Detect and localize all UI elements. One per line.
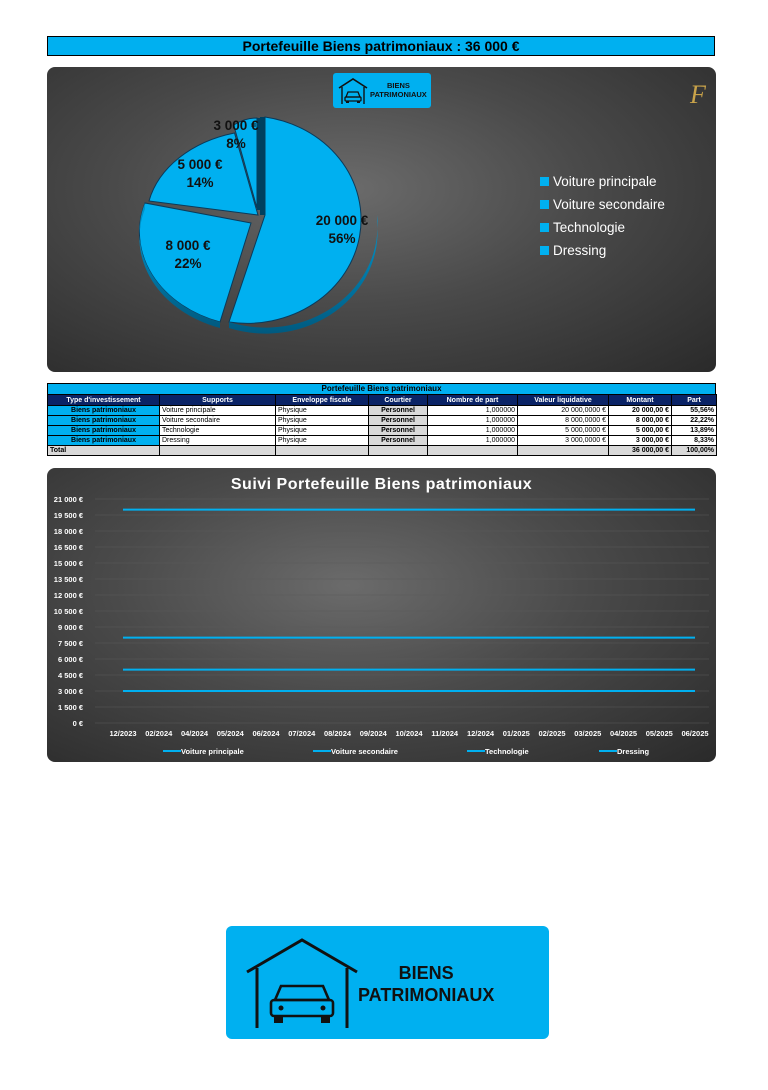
y-tick-label: 7 500 € — [57, 639, 83, 648]
y-tick-label: 1 500 € — [57, 703, 83, 712]
pie-label-voiture-secondaire-value: 8 000 € — [165, 238, 211, 253]
col-header: Valeur liquidative — [518, 395, 609, 406]
cell-courtier: Personnel — [369, 406, 428, 416]
legend-swatch — [540, 223, 549, 232]
line-chart-panel — [47, 468, 716, 762]
legend-label: Voiture secondaire — [553, 197, 665, 212]
legend-label: Voiture secondaire — [331, 747, 398, 756]
x-tick-label: 08/2024 — [323, 729, 352, 738]
logo-text-patrimoniaux: PATRIMONIAUX — [370, 89, 427, 99]
pie-chart-panel — [47, 67, 716, 372]
cell-courtier: Personnel — [369, 436, 428, 446]
table-total-row — [48, 446, 717, 456]
cell-support: Voiture principale — [160, 406, 276, 416]
cell-valeur: 8 000,0000 € — [518, 416, 609, 426]
x-tick-label: 03/2025 — [574, 729, 602, 738]
legend-swatch — [540, 246, 549, 255]
cell-valeur: 20 000,0000 € — [518, 406, 609, 416]
legend-label: Dressing — [553, 243, 607, 258]
legend-label: Voiture principale — [181, 747, 244, 756]
y-tick-label: 9 000 € — [57, 623, 83, 632]
pie-legend — [540, 170, 665, 262]
x-tick-label: 05/2025 — [645, 729, 673, 738]
pie-label-voiture-secondaire — [153, 237, 223, 273]
x-tick-label: 02/2024 — [145, 729, 173, 738]
cell-support: Voiture secondaire — [160, 416, 276, 426]
y-tick-label: 21 000 € — [53, 495, 83, 504]
table-row — [48, 406, 717, 416]
logo-text-biens: BIENS — [386, 81, 410, 90]
cell-support: Dressing — [160, 436, 276, 446]
pie-label-dressing — [201, 117, 271, 153]
page-title: Portefeuille Biens patrimoniaux : 36 000 € — [47, 36, 715, 56]
holdings-table — [47, 394, 717, 456]
pie-label-technologie-value: 5 000 € — [177, 157, 223, 172]
garage-car-large-icon — [241, 934, 363, 1034]
pie-label-voiture-principale-value: 20 000 € — [315, 213, 369, 228]
total-label: Total — [48, 446, 160, 456]
table-title: Portefeuille Biens patrimoniaux — [47, 383, 716, 394]
cell-montant: 8 000,00 € — [609, 416, 672, 426]
legend-item-voiture-secondaire — [540, 193, 665, 216]
x-tick-label: 12/2023 — [109, 729, 137, 738]
y-tick-label: 4 500 € — [57, 671, 83, 680]
total-empty — [518, 446, 609, 456]
pie-label-dressing-pct: 8% — [226, 136, 246, 151]
y-tick-label: 18 000 € — [53, 527, 83, 536]
total-part: 100,00% — [672, 446, 717, 456]
pie-label-voiture-principale-pct: 56% — [328, 231, 356, 246]
cell-type: Biens patrimoniaux — [48, 406, 160, 416]
cell-enveloppe: Physique — [276, 416, 369, 426]
pie-label-voiture-secondaire-pct: 22% — [174, 256, 202, 271]
total-empty — [369, 446, 428, 456]
cell-enveloppe: Physique — [276, 436, 369, 446]
col-header: Courtier — [369, 395, 428, 406]
legend-label: Technologie — [485, 747, 529, 756]
legend-label: Voiture principale — [553, 174, 657, 189]
biens-patrimoniaux-large-logo — [226, 926, 549, 1039]
legend-label: Dressing — [617, 747, 650, 756]
legend-item-technologie — [540, 216, 665, 239]
y-tick-label: 15 000 € — [53, 559, 83, 568]
cell-montant: 5 000,00 € — [609, 426, 672, 436]
cell-type: Biens patrimoniaux — [48, 426, 160, 436]
cell-courtier: Personnel — [369, 426, 428, 436]
legend-label: Technologie — [553, 220, 626, 235]
cell-support: Technologie — [160, 426, 276, 436]
col-header: Type d'investissement — [48, 395, 160, 406]
cell-part: 13,89% — [672, 426, 717, 436]
line-chart-title: Suivi Portefeuille Biens patrimoniaux — [230, 476, 533, 493]
table-header-row — [48, 395, 717, 406]
portfolio-table — [47, 383, 716, 456]
cell-parts: 1,000000 — [428, 426, 518, 436]
x-tick-label: 10/2024 — [395, 729, 423, 738]
legend-item-dressing — [540, 239, 665, 262]
table-row — [48, 416, 717, 426]
cell-type: Biens patrimoniaux — [48, 416, 160, 426]
cell-enveloppe: Physique — [276, 406, 369, 416]
cell-type: Biens patrimoniaux — [48, 436, 160, 446]
x-tick-label: 06/2025 — [681, 729, 709, 738]
large-logo-text-patrimoniaux: PATRIMONIAUX — [358, 985, 495, 1005]
col-header: Supports — [160, 395, 276, 406]
cell-part: 22,22% — [672, 416, 717, 426]
table-row — [48, 436, 717, 446]
x-tick-label: 12/2024 — [466, 729, 495, 738]
cell-montant: 3 000,00 € — [609, 436, 672, 446]
y-tick-label: 0 € — [72, 719, 83, 728]
cell-enveloppe: Physique — [276, 426, 369, 436]
legend-swatch — [540, 177, 549, 186]
brand-logo-mark: F — [690, 80, 706, 109]
y-tick-label: 12 000 € — [53, 591, 83, 600]
x-tick-label: 04/2025 — [609, 729, 638, 738]
total-empty — [276, 446, 369, 456]
x-tick-label: 11/2024 — [431, 729, 459, 738]
legend-item-voiture-principale — [540, 170, 665, 193]
x-tick-label: 05/2024 — [216, 729, 244, 738]
y-tick-label: 10 500 € — [53, 607, 83, 616]
col-header: Enveloppe fiscale — [276, 395, 369, 406]
cell-valeur: 5 000,0000 € — [518, 426, 609, 436]
total-montant: 36 000,00 € — [609, 446, 672, 456]
total-empty — [160, 446, 276, 456]
cell-parts: 1,000000 — [428, 436, 518, 446]
pie-label-dressing-value: 3 000 € — [213, 118, 259, 133]
x-tick-label: 09/2024 — [359, 729, 387, 738]
cell-part: 8,33% — [672, 436, 717, 446]
x-tick-label: 01/2025 — [502, 729, 530, 738]
pie-label-technologie-pct: 14% — [186, 175, 214, 190]
x-tick-label: 07/2024 — [288, 729, 316, 738]
cell-parts: 1,000000 — [428, 406, 518, 416]
col-header: Nombre de part — [428, 395, 518, 406]
y-tick-label: 3 000 € — [57, 687, 83, 696]
cell-valeur: 3 000,0000 € — [518, 436, 609, 446]
pie-label-voiture-principale — [307, 212, 377, 248]
cell-parts: 1,000000 — [428, 416, 518, 426]
y-tick-label: 13 500 € — [53, 575, 83, 584]
y-tick-label: 6 000 € — [57, 655, 83, 664]
x-tick-label: 04/2024 — [180, 729, 209, 738]
x-tick-label: 06/2024 — [252, 729, 280, 738]
y-tick-label: 16 500 € — [53, 543, 83, 552]
cell-courtier: Personnel — [369, 416, 428, 426]
pie-label-technologie — [165, 156, 235, 192]
table-row — [48, 426, 717, 436]
total-empty — [428, 446, 518, 456]
x-tick-label: 02/2025 — [538, 729, 566, 738]
legend-swatch — [540, 200, 549, 209]
col-header: Montant — [609, 395, 672, 406]
large-logo-text-biens: BIENS — [398, 963, 454, 983]
y-tick-label: 19 500 € — [53, 511, 83, 520]
col-header: Part — [672, 395, 717, 406]
cell-part: 55,56% — [672, 406, 717, 416]
line-chart — [47, 468, 716, 762]
cell-montant: 20 000,00 € — [609, 406, 672, 416]
